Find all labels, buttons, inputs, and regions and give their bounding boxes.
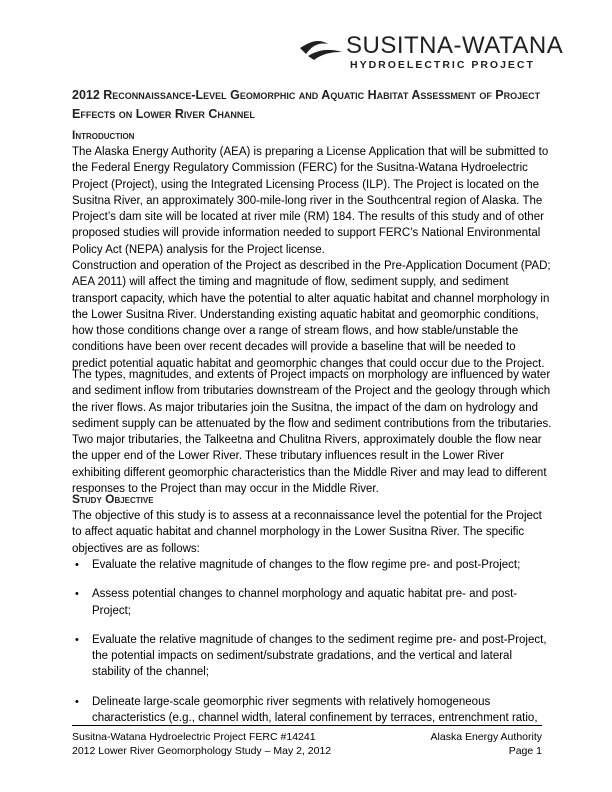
logo-title: SUSITNA-WATANA xyxy=(346,32,564,59)
bullet-icon: • xyxy=(75,559,79,571)
list-item-text: Delineate large-scale geomorphic river segments with relatively homogeneous characteristics (e.g., channel width, lateral confinement by terraces, entrenchment ratio, xyxy=(92,695,538,725)
objective-paragraph: The objective of this study is to assess at a reconnaissance level the potential for the Project to affect aquatic habitat and channel morphology in the Lower Susitna River. The specific objectives are as follows: xyxy=(72,510,542,555)
section-heading-study-objective: Study Objective xyxy=(72,492,154,506)
bullet-icon: • xyxy=(75,695,79,708)
list-item-text: Evaluate the relative magnitude of changes to the flow regime pre- and post-Project; xyxy=(92,559,521,571)
intro-paragraph-1: The Alaska Energy Authority (AEA) is preparing a License Application that will be submitted to the Federal Energy Regulatory Commission (FERC) for the Susitna-Watana Hydroelectric Project (Project), using the Integrated Licensing Process (ILP). The Project is located on the Susitna River, an approximately 300-mile-long river in the Southcentral region of Alaska. The Project’s dam site will be located at river mile (RM) 184. The results of this study and of other proposed studies will provide information needed to support FERC’s National Environmental Policy Act (NEPA) analysis for the Project license. xyxy=(72,146,549,256)
logo xyxy=(298,28,564,72)
bullet-icon: • xyxy=(75,633,79,646)
list-item xyxy=(72,694,552,727)
footer-study-line: 2012 Lower River Geomorphology Study – May 2, 2012 xyxy=(72,745,332,757)
footer-divider xyxy=(72,725,542,726)
page-footer xyxy=(72,730,542,758)
objectives-list xyxy=(72,557,552,739)
footer-project-line: Susitna-Watana Hydroelectric Project FERC #14241 xyxy=(72,731,316,743)
list-item-text: Evaluate the relative magnitude of changes to the sediment regime pre- and post-Project, the potential impacts on sediment/substrate gradations, and the vertical and lateral stability of the channel; xyxy=(92,633,547,679)
logo-subtitle: HYDROELECTRIC PROJECT xyxy=(350,59,535,71)
footer-right xyxy=(431,730,542,758)
section-heading-introduction: Introduction xyxy=(72,128,135,142)
list-item-text: Assess potential changes to channel morphology and aquatic habitat pre- and post-Project; xyxy=(92,588,518,617)
list-item xyxy=(72,557,552,573)
intro-paragraph-2: Construction and operation of the Project as described in the Pre-Application Document (PAD; AEA 2011) will affect the timing and magnitude of flow, sediment supply, and sediment transport capacity, which have the potential to alter aquatic habitat and channel morphology in the Lower Susitna River. Understanding existing aquatic habitat and geomorphic conditions, how those conditions change over a range of stream flows, and how stable/unstable the conditions have been over recent decades will provide a baseline that will be needed to predict potential aquatic habitat and geomorphic changes that could occur due to the Project. xyxy=(72,260,551,370)
list-item xyxy=(72,586,552,619)
document-title-text: 2012 Reconnaissance-Level Geomorphic and Aquatic Habitat Assessment of Project Effects on Lower River Channel xyxy=(72,88,541,121)
footer-page-number: Page 1 xyxy=(508,745,542,757)
intro-paragraph-3: The types, magnitudes, and extents of Project impacts on morphology are influenced by water and sediment inflow from tributaries downstream of the Project and the geology through which the river flows. As major tributaries join the Susitna, the impact of the dam on hydrology and sediment supply can be attenuated by the flow and sediment contributions from the tributaries. Two major tributaries, the Talkeetna and Chulitna Rivers, approximately double the flow near the upper end of the Lower River. These tributary influences result in the Lower River exhibiting different geomorphic characteristics than the Middle River and may lead to different responses to the Project than may occur in the Middle River. xyxy=(72,369,552,496)
river-swoosh-icon xyxy=(298,28,348,68)
footer-authority: Alaska Energy Authority xyxy=(430,731,542,743)
bullet-icon: • xyxy=(75,588,79,601)
list-item xyxy=(72,632,552,681)
document-title xyxy=(72,86,542,124)
